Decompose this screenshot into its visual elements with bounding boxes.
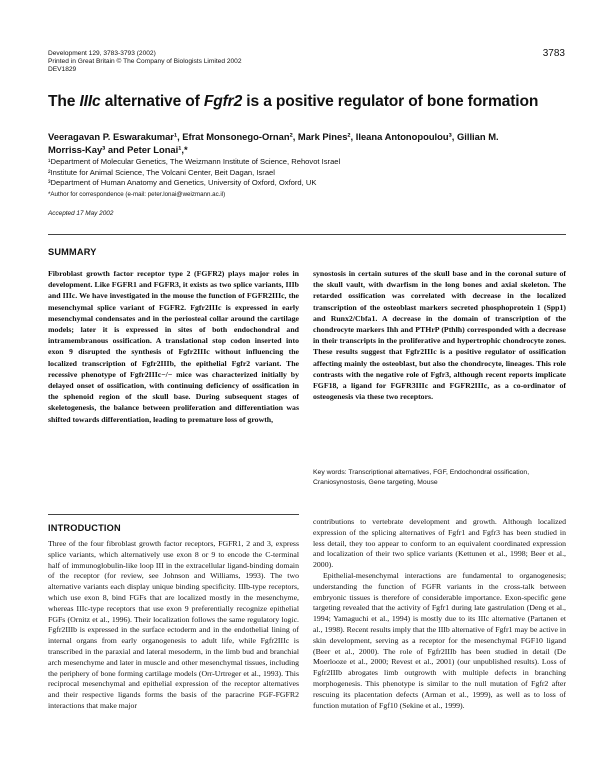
correspondence: *Author for correspondence (e-mail: peter.lonai@weizmann.ac.il) bbox=[48, 191, 226, 198]
introduction-left-column bbox=[48, 539, 299, 712]
summary-text-left: Fibroblast growth factor receptor type 2 (FGFR2) plays major roles in development. Like FGFR1 and FGFR3, it exists as two splice variants, IIIb and IIIc. We have investigated in the mouse the function of FGFR2IIIc, the mesenchymal splice variant of FGFR2. Fgfr2IIIc is expressed in early mesenchymal condensates and in the periosteal collar around the cartilage models; later it is expressed in sites of both endochondral and intramembranous ossification. A translational stop codon inserted into exon 9 disrupted the synthesis of Fgfr2IIIc without influencing the localized transcription of Fgfr2IIIb, the epithelial Fgfr2 variant. The recessive phenotype of Fgfr2IIIc−/− mice was characterized initially by delayed onset of ossification, with continuing deficiency of ossification in the sphenoid region of the skull base. During subsequent stages of skeletogenesis, the balance between proliferation and differentiation was shifted towards differentiation, leading to premature loss of growth, bbox=[48, 269, 299, 424]
article-code: DEV1829 bbox=[48, 66, 77, 73]
summary-heading: SUMMARY bbox=[48, 247, 97, 257]
page-number: 3783 bbox=[542, 48, 565, 59]
article-title: The IIIc alternative of Fgfr2 is a positive regulator of bone formation bbox=[48, 93, 539, 110]
author-list bbox=[48, 130, 578, 156]
author-line-1: Veeragavan P. Eswarakumar¹, Efrat Monsonego-Ornan², Mark Pines², Ileana Antonopoulou³, Gillian M. bbox=[48, 131, 499, 142]
introduction-rule bbox=[48, 514, 299, 515]
summary-rule bbox=[48, 234, 566, 235]
introduction-right-column bbox=[313, 517, 566, 711]
journal-meta bbox=[48, 50, 368, 74]
affiliation-2: ²Institute for Animal Science, The Volcani Center, Beit Dagan, Israel bbox=[48, 167, 275, 177]
keywords: Key words: Transcriptional alternatives, FGF, Endochondral ossification, Craniosynostosis, Gene targeting, Mouse bbox=[313, 469, 530, 486]
affiliations bbox=[48, 157, 568, 189]
summary-text-right: synostosis in certain sutures of the skull base and in the coronal suture of the skull vault, with dwarfism in the long bones and axial skeleton. The retarded ossification was correlated with decrease in the localized transcription of the osteoblast markers secreted phosphoprotein 1 (Spp1) and Runx2/Cbfa1. A decrease in the domain of transcription of the chondrocyte markers Ihh and PTHrP (Pthlh) corresponded with a decrease in their transcripts in the proliferative and hypertrophic chondrocyte zones. These results suggest that Fgfr2IIIc is a positive regulator of ossification affecting mainly the osteoblast, but also the chondrocyte, lineages. This role contrasts with the negative role of Fgfr3, although recent reports implicate FGF18, a ligand for FGFR3IIIc and FGFR2IIIc, as a co-ordinator of osteogenesis via these two receptors. bbox=[313, 269, 566, 402]
affiliation-1: ¹Department of Molecular Genetics, The Weizmann Institute of Science, Rehovot Israel bbox=[48, 157, 341, 166]
summary-left-column bbox=[48, 268, 299, 425]
journal-line: Development 129, 3783-3793 (2002) bbox=[48, 50, 156, 57]
intro-paragraph-1: Three of the four fibroblast growth factor receptors, FGFR1, 2 and 3, express splice variants, which alternatively use exon 8 or 9 to encode the C-terminal half of immunoglobulin-like loop III in the extracellular ligand-binding domain of the receptor (for review, see Johnson and Williams, 1993). The two alternative variants each display unique binding specificity. IIIb-type receptors, which use exon 8, bind FGFs that are localized mostly in the mesenchyme, whereas IIIc-type receptors that use exon 9 preferentially recognize epithelial FGFs (Ornitz et al., 1996). Their localization follows the same regulatory logic. Fgfr2IIIb is expressed in the surface ectoderm and in the endothelial lining of internal organs from early organogenesis to adult life, while Fgfr2IIIc is transcribed in the paraxial and lateral mesoderm, in the limb bud and branchial arch mesenchyme and later in muscle and other mesenchymal tissues, including the periphery of bone forming cartilage models (Orr-Urtreger et al., 1993). This reciprocal mesenchymal and epithelial expression of the receptor alternatives and their respective ligands forms the basis of the paracrine FGF-FGFR2 interactions that make major bbox=[48, 539, 299, 710]
printed-line: Printed in Great Britain © The Company of Biologists Limited 2002 bbox=[48, 58, 242, 65]
affiliation-3: ³Department of Human Anatomy and Genetics, University of Oxford, Oxford, UK bbox=[48, 178, 317, 187]
intro-paragraph-2: contributions to vertebrate development and growth. Although localized expression of the splicing alternatives of Fgfr1 and Fgfr3 has been studied in less detail, they too appear to conform to an equivalent coordinated expression and localization of their two splice variants (Kettunen et al., 1998; Beer et al., 2000). bbox=[313, 517, 566, 570]
accepted-date: Accepted 17 May 2002 bbox=[48, 210, 114, 217]
author-line-2: Morriss-Kay³ and Peter Lonai¹,* bbox=[48, 144, 188, 155]
summary-right-column bbox=[313, 268, 566, 402]
intro-paragraph-3: Epithelial-mesenchymal interactions are fundamental to organogenesis; understanding the function of FGFR variants in the cross-talk between embryonic tissues is therefore of considerable importance. Exon-specific gene targeting revealed that the activity of Fgfr1 during late gastrulation (Deng et al., 1994; Yamaguchi et al., 1994) is mostly due to its IIIc alternative (Partanen et al., 1998). Recent results imply that the IIIb alternative of Fgfr1 may be active in skin development, serving as a receptor for the mesenchymal FGF10 ligand (Beer et al., 2000). The role of Fgfr2IIIb has been studied in detail (De Moerlooze et al., 2000; Revest et al., 2001) (our unpublished results). Loss of Fgfr2IIIb abrogates limb outgrowth with multiple defects in branching morphogenesis. This phenotype is similar to the null mutation of Fgfr2 after rescuing its placentation defects (Arman et al., 1999), as well as to loss of function mutation of Fgf10 (Sekine et al., 1999). bbox=[313, 570, 566, 710]
introduction-heading: INTRODUCTION bbox=[48, 523, 121, 533]
